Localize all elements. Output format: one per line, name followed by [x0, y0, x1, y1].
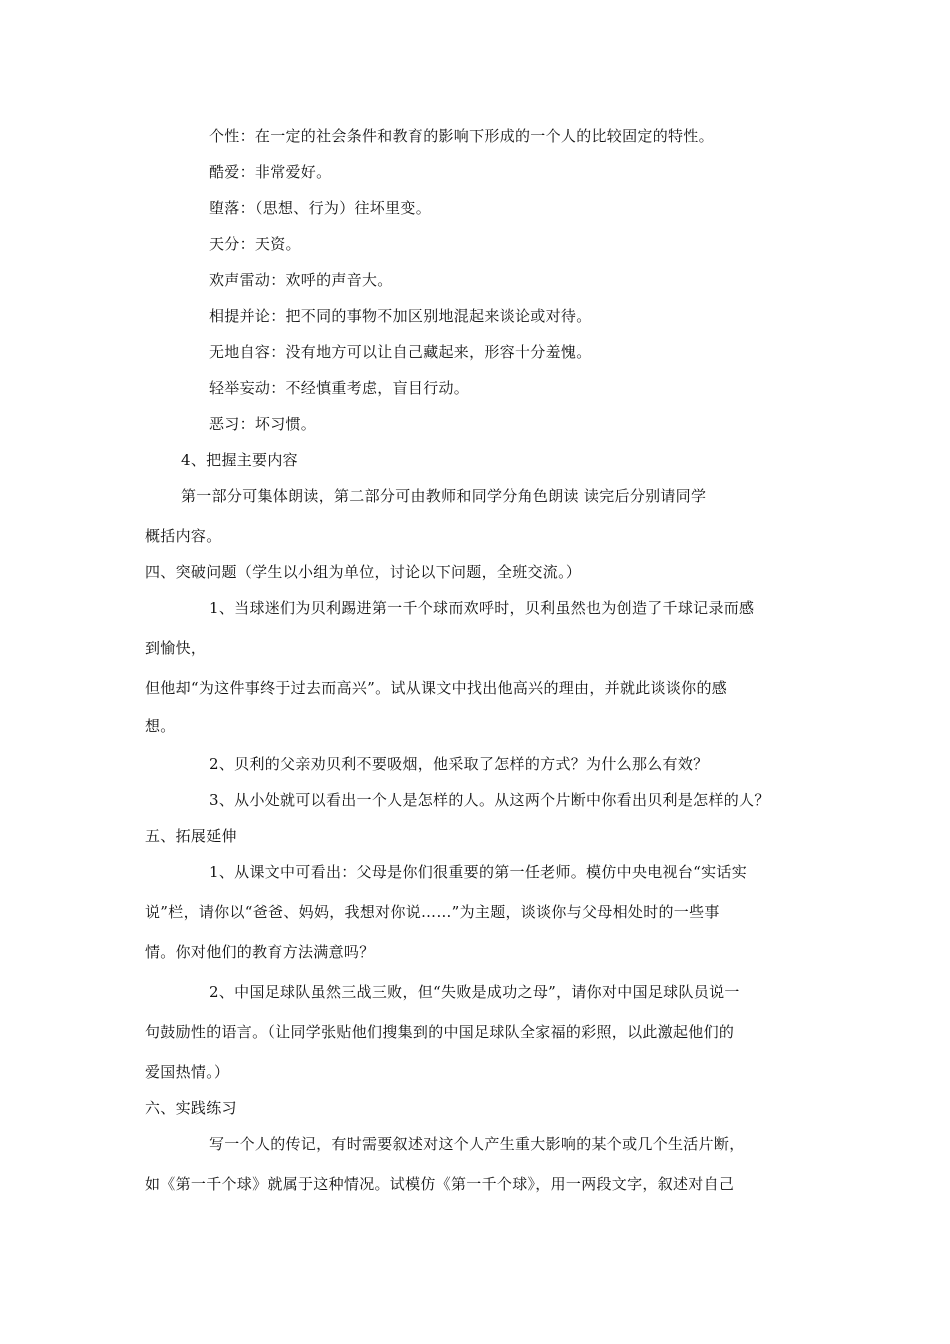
definition-xiangtibinglun: 相提并论：把不同的事物不加区别地混起来谈论或对待。 — [209, 307, 592, 325]
paragraph-text: 爱国热情。） — [145, 1063, 230, 1081]
question-item: 2、贝利的父亲劝贝利不要吸烟，他采取了怎样的方式？为什么那么有效？ — [209, 755, 709, 773]
paragraph-text: 情。你对他们的教育方法满意吗？ — [145, 943, 375, 961]
definition-duoluo: 堕落：（思想、行为）往坏里变。 — [209, 199, 432, 217]
question-item: 1、从课文中可看出：父母是你们很重要的第一任老师。模仿中央电视台“实话实 — [209, 863, 748, 881]
question-item: 2、中国足球队虽然三战三败，但“失败是成功之母”，请你对中国足球队员说一 — [209, 983, 740, 1001]
question-item: 1、当球迷们为贝利踢进第一千个球而欢呼时，贝利虽然也为创造了千球记录而感 — [209, 599, 755, 617]
definition-wudizirong: 无地自容：没有地方可以让自己藏起来，形容十分羞愧。 — [209, 343, 592, 361]
definition-exi: 恶习：坏习惯。 — [209, 415, 317, 433]
paragraph-text: 但他却“为这件事终于过去而高兴”。试从课文中找出他高兴的理由，并就此谈谈你的感 — [145, 679, 728, 697]
definition-tianfen: 天分：天资。 — [209, 235, 301, 253]
definition-gexing: 个性：在一定的社会条件和教育的影响下形成的一个人的比较固定的特性。 — [209, 127, 714, 145]
section-heading-four: 四、突破问题（学生以小组为单位，讨论以下问题，全班交流。） — [145, 563, 582, 581]
question-item: 3、从小处就可以看出一个人是怎样的人。从这两个片断中你看出贝利是怎样的人？ — [209, 791, 770, 809]
section-heading-six: 六、实践练习 — [145, 1099, 237, 1117]
paragraph-text: 写一个人的传记，有时需要叙述对这个人产生重大影响的某个或几个生活片断， — [209, 1135, 745, 1153]
definition-qingjuwangdong: 轻举妄动：不经慎重考虑，盲目行动。 — [209, 379, 470, 397]
definition-kuai: 酷爱：非常爱好。 — [209, 163, 332, 181]
paragraph-text: 如《第一千个球》就属于这种情况。试模仿《第一千个球》，用一两段文字，叙述对自己 — [145, 1175, 735, 1193]
paragraph-text: 到愉快， — [145, 639, 207, 657]
paragraph-text: 说”栏，请你以“爸爸、妈妈，我想对你说……”为主题，谈谈你与父母相处时的一些事 — [145, 903, 720, 921]
paragraph-text: 第一部分可集体朗读，第二部分可由教师和同学分角色朗读 读完后分别请同学 — [181, 487, 707, 505]
section-heading-five: 五、拓展延伸 — [145, 827, 237, 845]
paragraph-text: 句鼓励性的语言。（让同学张贴他们搜集到的中国足球队全家福的彩照，以此激起他们的 — [145, 1023, 735, 1041]
section-4-heading: 4、把握主要内容 — [181, 451, 298, 469]
paragraph-text: 概括内容。 — [145, 527, 222, 545]
paragraph-text: 想。 — [145, 717, 176, 735]
definition-huanshengleidong: 欢声雷动：欢呼的声音大。 — [209, 271, 393, 289]
